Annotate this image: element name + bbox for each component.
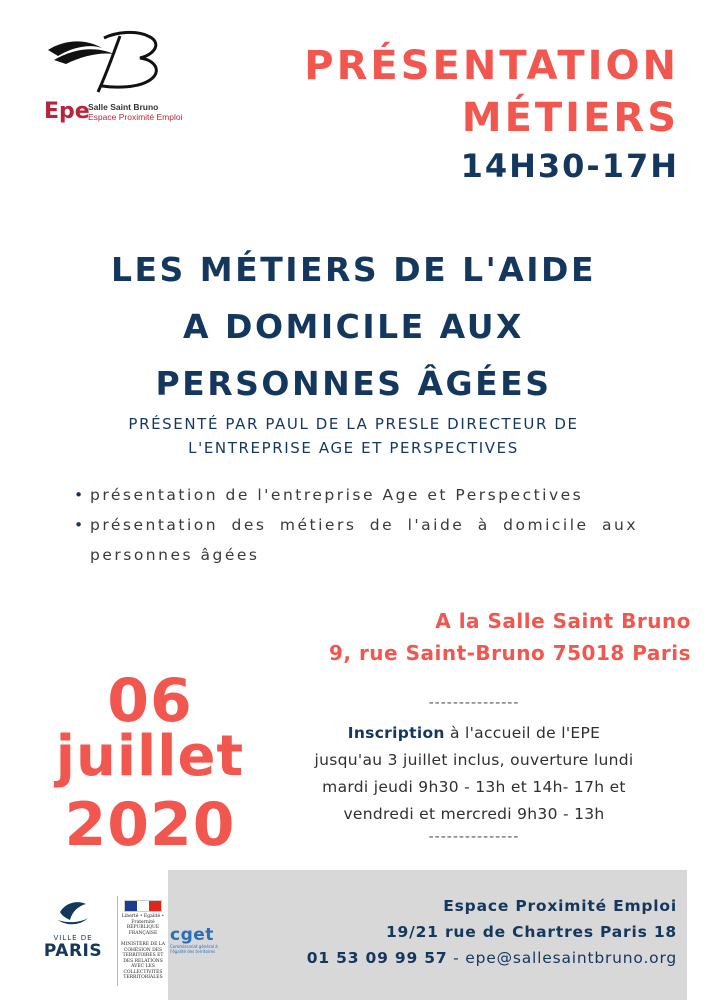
- venue-address: 9, rue Saint-Bruno 75018 Paris: [328, 641, 691, 665]
- title-time: 14H30-17H: [460, 147, 679, 185]
- venue-name: A la Salle Saint Bruno: [435, 609, 691, 633]
- republique-francaise-logo: [117, 896, 168, 986]
- paris-small-text: VILLE DE: [53, 934, 93, 942]
- rf-ministry: MINISTÈRE DE LA COHÉSION DES TERRITOIRES ET DES RELATIONS AVEC LES COLLECTIVITÉS TERRITORIALES: [120, 942, 166, 980]
- cget-subtitle: Commissariat général à l'égalité des territoires: [170, 944, 218, 954]
- footer-address: 19/21 rue de Chartres Paris 18: [385, 923, 677, 941]
- inscription-place: à l'accueil de l'EPE: [444, 724, 601, 742]
- logo-epe-text: Epe: [44, 99, 90, 124]
- inscription-line-1: [262, 720, 686, 747]
- footer-contact: [307, 945, 677, 971]
- footer-email: - epe@sallesaintbruno.org: [447, 949, 677, 967]
- footer-org-name: Espace Proximité Emploi: [443, 897, 677, 915]
- inscription-label: Inscription: [347, 724, 445, 742]
- heading-line-3: PERSONNES ÂGÉES: [155, 364, 552, 403]
- program-list: [74, 480, 638, 570]
- presenter-line-2: L'ENTREPRISE AGE ET PERSPECTIVES: [188, 439, 519, 457]
- inscription-line-4: vendredi et mercredi 9h30 - 13h: [343, 805, 605, 823]
- list-item: • présentation de l'entreprise Age et Perspectives: [74, 480, 638, 510]
- salle-saint-bruno-logo-icon: [44, 30, 168, 98]
- date-month: juillet: [55, 724, 245, 789]
- heading-line-1: LES MÉTIERS DE L'AIDE: [110, 250, 596, 289]
- rf-motto: Liberté • Égalité • Fraternité: [121, 914, 165, 925]
- cget-word: cget: [170, 925, 214, 945]
- list-item: • présentation des métiers de l'aide à domicile aux personnes âgées: [74, 510, 638, 570]
- separator-bottom: ---------------: [428, 829, 520, 845]
- presenter-line-1: PRÉSENTÉ PAR PAUL DE LA PRESLE DIRECTEUR DE: [128, 415, 579, 433]
- title-line-2: MÉTIERS: [461, 95, 679, 141]
- logo-line-1: Salle Saint Bruno: [88, 102, 159, 112]
- logo-subtitle: [88, 102, 182, 122]
- inscription-line-3: mardi jeudi 9h30 - 13h et 14h- 17h et: [322, 778, 626, 796]
- paris-big-text: PARIS: [43, 941, 103, 961]
- ville-de-paris-logo: [38, 898, 108, 960]
- title-line-1: PRÉSENTATION: [304, 43, 679, 89]
- inscription-line-2: jusqu'au 3 juillet inclus, ouverture lundi: [314, 751, 634, 769]
- french-flag-icon: [124, 900, 162, 912]
- logo-line-2: Espace Proximité Emploi: [88, 112, 183, 122]
- date-year: 2020: [64, 790, 236, 860]
- date-day: 06: [107, 666, 193, 736]
- separator-top: ---------------: [428, 695, 520, 711]
- paris-ship-icon: [56, 898, 90, 928]
- rf-republic: RÉPUBLIQUE FRANÇAISE: [126, 925, 160, 936]
- heading-line-2: A DOMICILE AUX: [183, 307, 524, 346]
- footer-phone: 01 53 09 99 57: [306, 949, 448, 967]
- cget-logo: [170, 926, 220, 954]
